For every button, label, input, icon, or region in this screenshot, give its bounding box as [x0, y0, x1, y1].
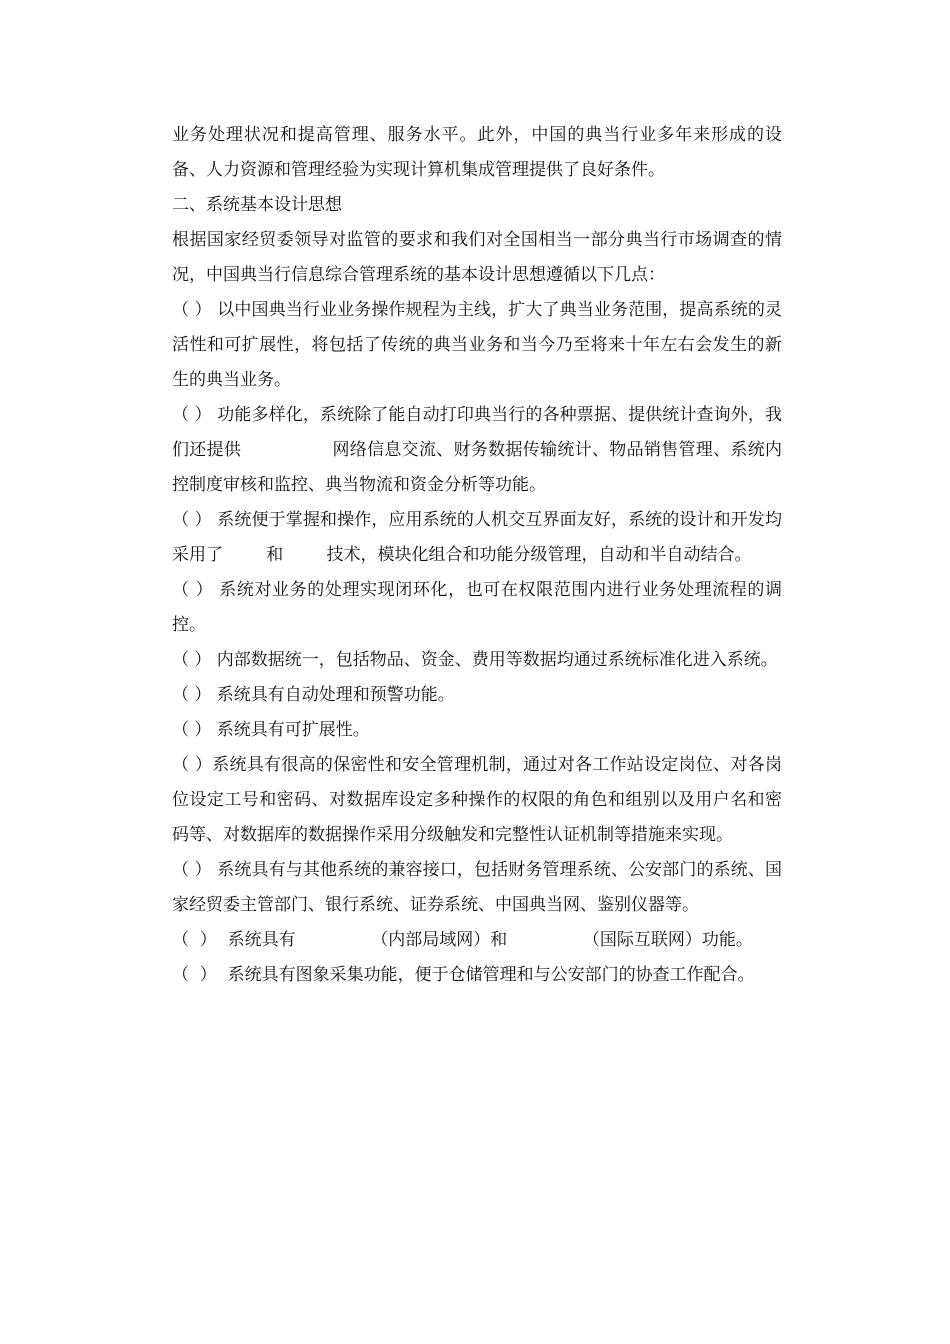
list-item-1: （ ） 以中国典当行业业务操作规程为主线，扩大了典当业务范围，提高系统的灵活性和可扩展性，将包括了传统的典当业务和当今乃至将来十年左右会发生的新生的典当业务。	[172, 300, 782, 390]
list-item-4: （ ） 系统对业务的处理实现闭环化，也可在权限范围内进行业务处理流程的调控。	[172, 580, 782, 635]
list-item-8: （ ）系统具有很高的保密性和安全管理机制，通过对各工作站设定岗位、对各岗位设定工号和密码、对数据库设定多种操作的权限的角色和组别以及用户名和密码等、对数据库的数据操作采用分级触发和完整性认证机制等措施来实现。	[172, 755, 782, 845]
paragraph-design-basis: 根据国家经贸委领导对监管的要求和我们对全国相当一部分典当行市场调查的情况，中国典当行信息综合管理系统的基本设计思想遵循以下几点：	[172, 230, 782, 285]
document-page	[172, 118, 782, 993]
list-item-2: （ ） 功能多样化，系统除了能自动打印典当行的各种票据、提供统计查询外，我们还提供 网络信息交流、财务数据传输统计、物品销售管理、系统内控制度审核和监控、典当物流和资金分析等功能。	[172, 405, 782, 495]
list-item-7: （ ） 系统具有可扩展性。	[172, 720, 370, 740]
list-item-6: （ ） 系统具有自动处理和预警功能。	[172, 685, 455, 705]
list-item-11: （ ） 系统具有图象采集功能，便于仓储管理和与公安部门的协查工作配合。	[172, 965, 755, 985]
section-heading: 二、系统基本设计思想	[172, 195, 342, 215]
list-item-10: （ ） 系统具有 （内部局域网）和 （国际互联网）功能。	[172, 930, 753, 950]
list-item-3: （ ） 系统便于掌握和操作，应用系统的人机交互界面友好，系统的设计和开发均采用了 和 技术，模块化组合和功能分级管理，自动和半自动结合。	[172, 510, 782, 565]
paragraph-intro-continuation: 业务处理状况和提高管理、服务水平。此外，中国的典当行业多年来形成的设备、人力资源和管理经验为实现计算机集成管理提供了良好条件。	[172, 125, 782, 180]
list-item-5: （ ） 内部数据统一，包括物品、资金、费用等数据均通过系统标准化进入系统。	[172, 650, 778, 670]
list-item-9: （ ） 系统具有与其他系统的兼容接口，包括财务管理系统、公安部门的系统、国家经贸委主管部门、银行系统、证券系统、中国典当网、鉴别仪器等。	[172, 860, 782, 915]
